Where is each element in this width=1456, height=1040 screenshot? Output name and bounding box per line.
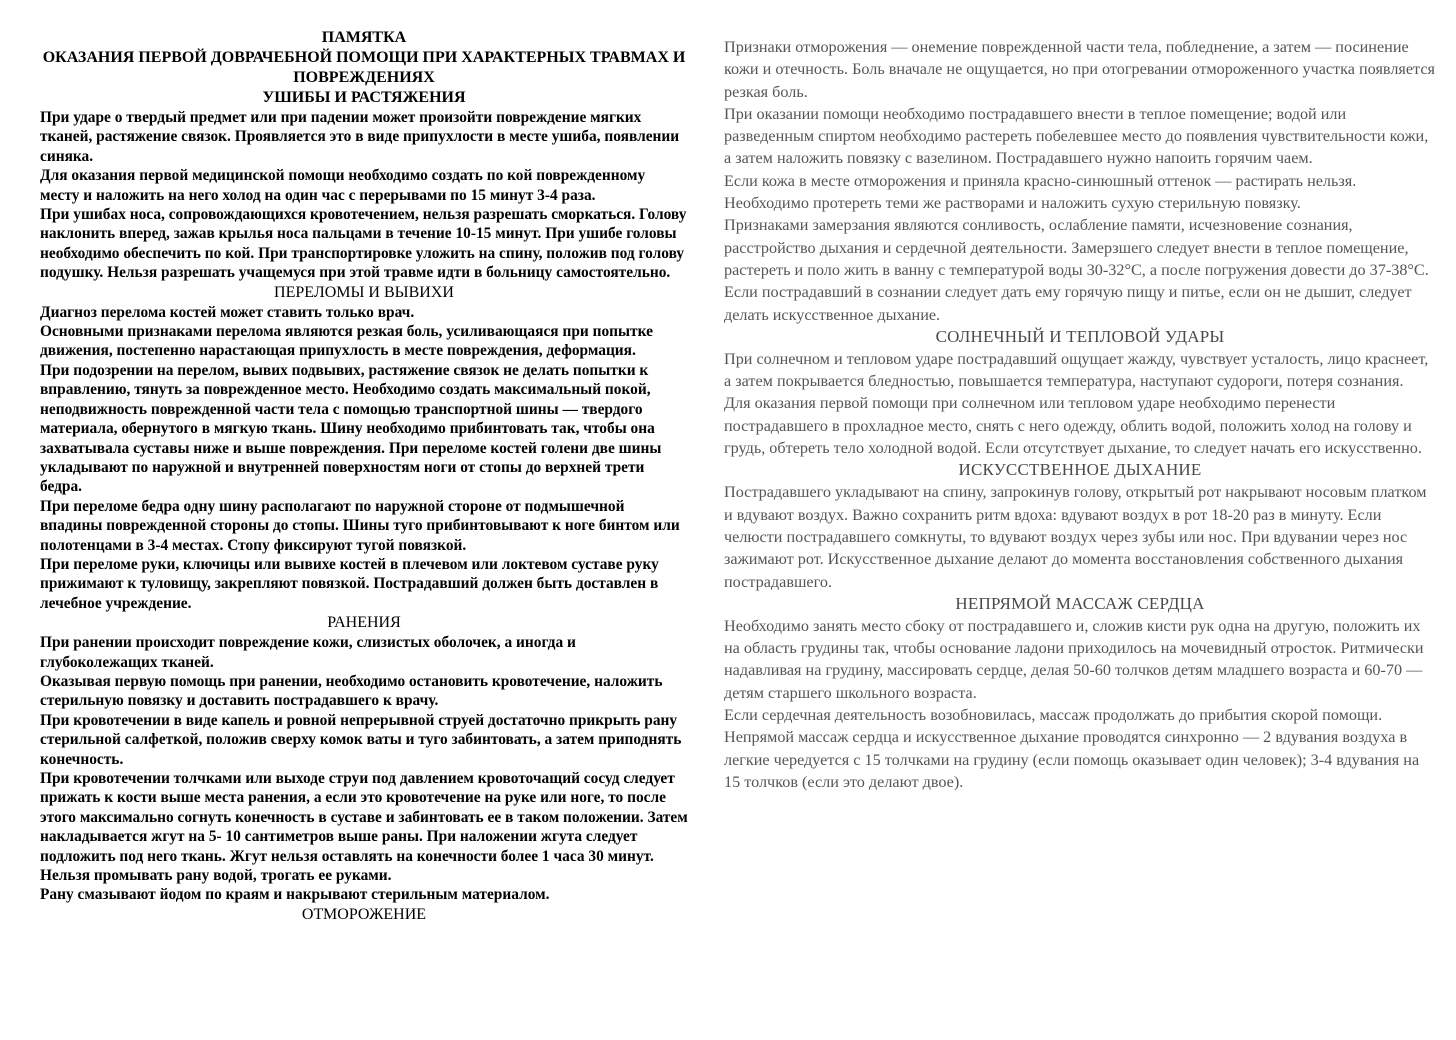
right-column bbox=[724, 36, 1436, 793]
paragraph: Признаки отморожения — онемение поврежденной части тела, побледнение, а затем — посинение кожи и отечность. Боль вначале не ощущается, но при отогревании отмороженного участка появляется резкая боль. bbox=[724, 38, 1435, 101]
paragraph: Для оказания первой помощи при солнечном или тепловом ударе необходимо перенести пострадавшего в прохладное место, снять с него одежду, облить водой, положить холод на голову и грудь, обтереть тело холодной водой. Если отсутствует дыхание, то следует начать его искусственно. bbox=[724, 394, 1422, 458]
paragraph: При ударе о твердый предмет или при падении может произойти повреждение мягких тканей, растяжение связок. Проявляется это в виде припухлости в месте ушиба, появлении синяка. bbox=[40, 109, 680, 165]
paragraph: Рану смазывают йодом по краям и накрывают стерильным материалом. bbox=[40, 886, 550, 904]
paragraph: Основными признаками перелома являются резкая боль, усиливающаяся при попытке движения, постепенно нарастающая припухлость в месте повреждения, деформация. bbox=[40, 323, 653, 360]
paragraph: Если кожа в месте отморожения и приняла красно-синюшный оттенок — растирать нельзя. Необходимо протереть теми же растворами и наложить сухую стерильную повязку. bbox=[724, 171, 1357, 213]
paragraph: При оказании помощи необходимо пострадавшего внести в теплое помещение; водой или разведенным спиртом необходимо растереть побелевшее место до появления чувствительности кожи, а затем наложить повязку с вазелином. Пострадавшего нужно напоить горячим чаем. bbox=[724, 104, 1429, 168]
paragraph: При ушибах носа, сопровождающихся кровотечением, нельзя разрешать сморкаться. Голову наклонить вперед, зажав крылья носа пальцами в течение 10-15 минут. При ушибе головы необходимо обеспечить по кой. При транспортировке уложить на спину, положив под голову подушку. Нельзя разрешать учащемуся при этой травме идти в больницу самостоятельно. bbox=[40, 206, 687, 282]
paragraph: При подозрении на перелом, вывих подвывих, растяжение связок не делать попытки к вправлению, тянуть за поврежденное место. Необходимо создать максимальный покой, неподвижность поврежденной части тела с помощью транспортной шины — твердого материала, обернутого в мягкую ткань. Шину необходимо прибинтовать так, чтобы она захватывала суставы ниже и выше повреждения. При переломе костей голени две шины укладывают по наружной и внутренней поверхностям ноги от стопы до верхней трети бедра. bbox=[40, 361, 662, 496]
paragraph: Необходимо занять место сбоку от пострадавшего и, сложив кисти рук одна на другую, положить их на область грудины так, чтобы основание ладони приходилось на мочевидный отросток. Ритмически надавливая на грудину, массировать сердце, делая 50-60 толчков детям младшего возраста и 60-70 — детям старшего школьного возраста. bbox=[724, 616, 1424, 702]
heading-wounds: РАНЕНИЯ bbox=[327, 614, 401, 632]
document-title: ПАМЯТКА bbox=[321, 29, 407, 46]
paragraph: При солнечном и тепловом ударе пострадавший ощущает жажду, чувствует усталость, лицо краснеет, а затем покрывается бледностью, повышается температура, наступают судороги, потеря сознания. bbox=[724, 349, 1429, 391]
paragraph: Пострадавшего укладывают на спину, запрокинув голову, открытый рот накрывают носовым платком и вдувают воздух. Важно сохранить ритм вдоха: вдувают воздух в рот 18-20 раз в минуту. Если челюсти пострадавшего сомкнуты, то вдувают воздух через зубы или нос. При вдувании через нос зажимают рот. Искусственное дыхание делают до момента восстановления собственного дыхания пострадавшего. bbox=[724, 483, 1427, 591]
paragraph: При ранении происходит повреждение кожи, слизистых оболочек, а иногда и глубоколежащих тканей. bbox=[40, 634, 576, 671]
paragraph: Для оказания первой медицинской помощи необходимо создать по кой поврежденному месту и наложить на него холод на один час с перерывами по 15 минут 3-4 раза. bbox=[40, 167, 646, 204]
paragraph: Диагноз перелома костей может ставить только врач. bbox=[40, 303, 415, 321]
heading-frostbite: ОТМОРОЖЕНИЕ bbox=[301, 905, 427, 923]
heading-artificial-breathing: ИСКУССТВЕННОЕ ДЫХАНИЕ bbox=[958, 460, 1202, 480]
heading-heart-massage: НЕПРЯМОЙ МАССАЖ СЕРДЦА bbox=[955, 593, 1205, 613]
paragraph: При кровотечении толчками или выходе струи под давлением кровоточащий сосуд следует прижать к кости выше места ранения, а если это кровотечение на руке или ноге, то после этого максимально согнуть конечность в суставе и забинтовать ее в таком положении. Затем накладывается жгут на 5- 10 сантиметров выше раны. При наложении жгута следует подложить под него ткань. Жгут нельзя оставлять на конечности более 1 часа 30 минут. bbox=[40, 770, 688, 865]
paragraph: При переломе руки, ключицы или вывихе костей в плечевом или локтевом суставе руку прижимают к туловищу, закрепляют повязкой. Пострадавший должен быть доставлен в лечебное учреждение. bbox=[40, 555, 659, 612]
paragraph: Признаками замерзания являются сонливость, ослабление памяти, исчезновение сознания, расстройство дыхания и сердечной деятельности. Замерзшего следует внести в теплое помещение, растереть и поло жить в ванну с температурой воды 30-32°С, а после погружения довести до 37-38°С. Если пострадавший в сознании следует дать ему горячую пищу и питье, если он не дышит, следует делать искусственное дыхание. bbox=[724, 216, 1429, 324]
heading-bruises: УШИБЫ И РАСТЯЖЕНИЯ bbox=[262, 89, 466, 106]
paragraph: Нельзя промывать рану водой, трогать ее руками. bbox=[40, 867, 392, 885]
heading-sunstroke: СОЛНЕЧНЫЙ И ТЕПЛОВОЙ УДАРЫ bbox=[935, 326, 1225, 346]
document-subtitle: ОКАЗАНИЯ ПЕРВОЙ ДОВРАЧЕБНОЙ ПОМОЩИ ПРИ ХАРАКТЕРНЫХ ТРАВМАХ И ПОВРЕЖДЕНИЯХ bbox=[42, 49, 686, 86]
paragraph: Если сердечная деятельность возобновилась, массаж продолжать до прибытия скорой помощи. Непрямой массаж сердца и искусственное дыхание проводятся синхронно — 2 вдувания воздуха в легкие чередуется с 15 толчками на грудину (если помощь оказывает один человек); 3-4 вдувания на 15 толчков (если это делают двое). bbox=[724, 706, 1420, 791]
paragraph: При переломе бедра одну шину располагают по наружной стороне от подмышечной впадины поврежденной стороны до стопы. Шины туго прибинтовывают к ноге бинтом или полотенцами в 3-4 местах. Стопу фиксируют тугой повязкой. bbox=[40, 497, 680, 554]
heading-fractures: ПЕРЕЛОМЫ И ВЫВИХИ bbox=[274, 283, 454, 301]
paragraph: При кровотечении в виде капель и ровной непрерывной струей достаточно прикрыть рану стерильной салфеткой, положив сверху комок ваты и туго забинтовать, а затем приподнять конечность. bbox=[40, 711, 682, 768]
left-column bbox=[40, 28, 688, 925]
paragraph: Оказывая первую помощь при ранении, необходимо остановить кровотечение, наложить стерильную повязку и доставить пострадавшего к врачу. bbox=[40, 672, 663, 710]
